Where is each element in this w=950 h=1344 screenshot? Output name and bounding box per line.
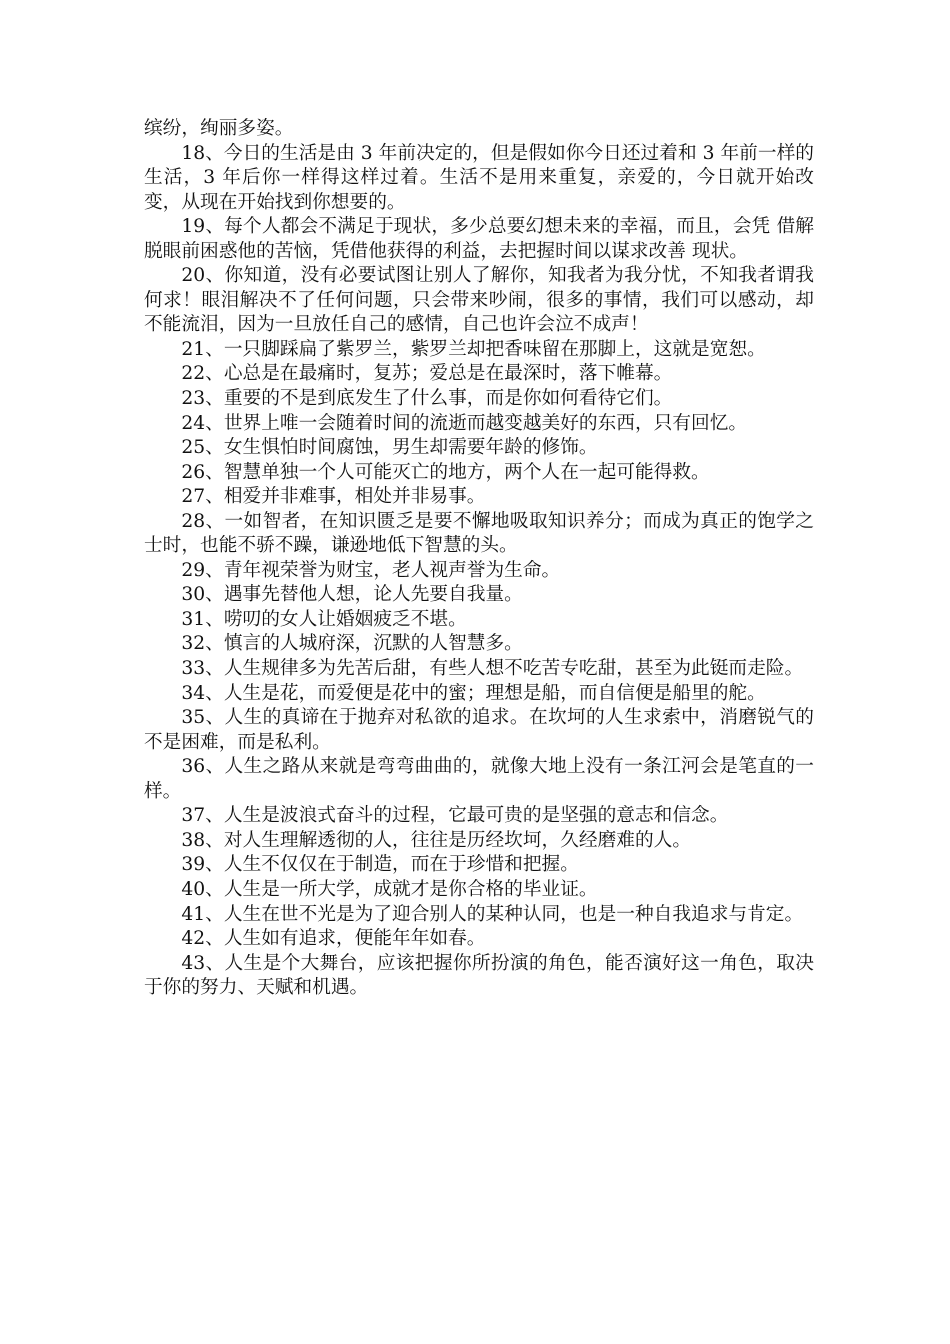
paragraph-33: 33、人生规律多为先苦后甜，有些人想不吃苦专吃甜，甚至为此铤而走险。 [181, 658, 804, 680]
paragraph-29: 29、青年视荣誉为财宝，老人视声誉为生命。 [181, 559, 561, 581]
paragraph-34: 34、人生是花，而爱便是花中的蜜；理想是船，而自信便是船里的舵。 [181, 682, 766, 704]
paragraph-35: 35、人生的真谛在于抛弃对私欲的追求。在坎坷的人生求索中，消磨锐气的不是困难，而是私利。 [144, 707, 814, 753]
paragraph-26: 26、智慧单独一个人可能灭亡的地方，两个人在一起可能得救。 [181, 461, 710, 483]
paragraph-28: 28、一如智者，在知识匮乏是要不懈地吸取知识养分；而成为真正的饱学之士时，也能不骄不躁，谦逊地低下智慧的头。 [144, 510, 814, 557]
paragraph-24: 24、世界上唯一会随着时间的流逝而越变越美好的东西，只有回忆。 [181, 412, 748, 434]
paragraph-43: 43、人生是个大舞台，应该把握你所扮演的角色，能否演好这一角色，取决于你的努力、天赋和机遇。 [144, 952, 814, 999]
paragraph-42: 42、人生如有追求，便能年年如春。 [181, 928, 486, 950]
paragraph-40: 40、人生是一所大学，成就才是你合格的毕业证。 [181, 878, 598, 900]
paragraph-36: 36、人生之路从来就是弯弯曲曲的，就像大地上没有一条江河会是笔直的一样。 [144, 756, 814, 802]
paragraph-27: 27、相爱并非难事，相处并非易事。 [181, 486, 486, 508]
paragraph-31: 31、唠叨的女人让婚姻疲乏不堪。 [181, 608, 467, 630]
paragraph-39: 39、人生不仅仅在于制造，而在于珍惜和把握。 [181, 854, 579, 876]
paragraph-38: 38、对人生理解透彻的人，往往是历经坎坷，久经磨难的人。 [181, 829, 692, 851]
paragraph-19: 19、每个人都会不满足于现状，多少总要幻想未来的幸福，而且，会凭 借解脱眼前困惑他的苦恼，凭借他获得的利益，去把握时间以谋求改善 现状。 [144, 216, 814, 262]
paragraph-37: 37、人生是波浪式奋斗的过程，它最可贵的是坚强的意志和信念。 [181, 805, 729, 827]
paragraph-30: 30、遇事先替他人想，论人先要自我量。 [181, 584, 523, 606]
paragraph-continuation: 缤纷，绚丽多姿。 [144, 118, 294, 139]
paragraph-21: 21、一只脚踩扁了紫罗兰，紫罗兰却把香味留在那脚上，这就是宽恕。 [181, 338, 766, 360]
paragraph-23: 23、重要的不是到底发生了什么事，而是你如何看待它们。 [181, 388, 673, 410]
paragraph-20: 20、你知道，没有必要试图让别人了解你，知我者为我分忧，不知我者谓我何求！眼泪解决不了任何问题，只会带来吵闹，很多的事情，我们可以感动，却不能流泪，因为一旦放任自己的感情，自己也许会泣不成声！ [144, 265, 814, 336]
paragraph-18: 18、今日的生活是由 3 年前决定的，但是假如你今日还过着和 3 年前一样的生活，3 年后你一样得这样过着。生活不是用来重复，亲爱的，今日就开始改变，从现在开始找到你想要的。 [144, 142, 814, 213]
paragraph-22: 22、心总是在最痛时，复苏；爱总是在最深时，落下帷幕。 [181, 363, 673, 385]
paragraph-32: 32、慎言的人城府深，沉默的人智慧多。 [181, 633, 523, 655]
paragraph-41: 41、人生在世不光是为了迎合别人的某种认同，也是一种自我追求与肯定。 [181, 903, 804, 925]
document-page [144, 117, 814, 1001]
paragraph-25: 25、女生惧怕时间腐蚀，男生却需要年龄的修饰。 [181, 437, 598, 459]
